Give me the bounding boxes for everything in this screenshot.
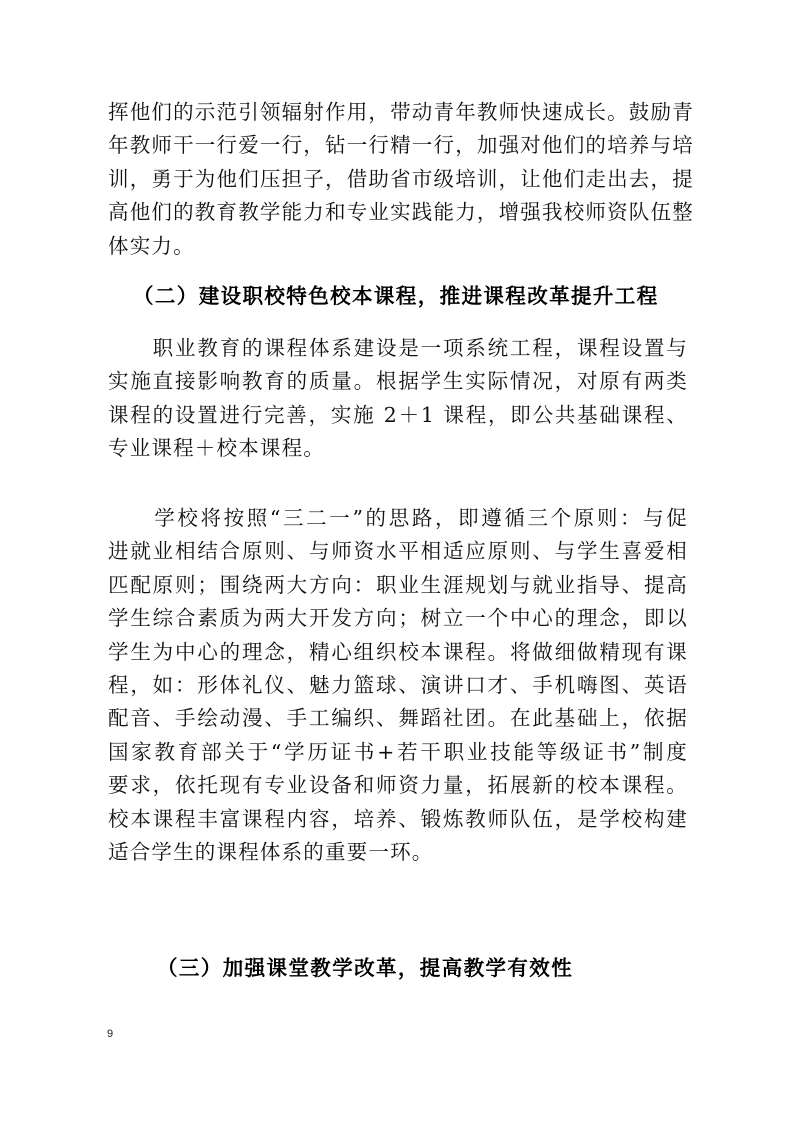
paragraph-school-plan bbox=[108, 502, 688, 869]
text-line: 年教师干一行爱一行，钻一行精一行，加强对他们的培养与培 bbox=[108, 133, 694, 158]
text-line: 实施直接影响教育的质量。根据学生实际情况，对原有两类 bbox=[108, 369, 688, 394]
text-line: 学生为中心的理念，精心组织校本课程。将做细做精现有课 bbox=[108, 639, 688, 664]
text-line: 训，勇于为他们压担子，借助省市级培训，让他们走出去，提 bbox=[108, 166, 694, 191]
text-line: 高他们的教育教学能力和专业实践能力，增强我校师资队伍整 bbox=[108, 200, 694, 225]
text-line: 课程的设置进行完善，实施 2＋1 课程，即公共基础课程、 bbox=[108, 402, 688, 427]
text-line: 匹配原则；围绕两大方向：职业生涯规划与就业指导、提高 bbox=[108, 572, 688, 597]
section-heading-3: （三）加强课堂教学改革，提高教学有效性 bbox=[157, 956, 574, 980]
text-line: 配音、手绘动漫、手工编织、舞蹈社团。在此基础上，依据 bbox=[108, 706, 688, 731]
text-line: 要求，依托现有专业设备和师资力量，拓展新的校本课程。 bbox=[108, 773, 688, 798]
text-line: 职业教育的课程体系建设是一项系统工程，课程设置与 bbox=[108, 336, 688, 360]
text-line: 挥他们的示范引领辐射作用，带动青年教师快速成长。鼓励青 bbox=[108, 100, 694, 124]
page-number: 9 bbox=[107, 1028, 114, 1040]
text-line: 学校将按照“三二一”的思路，即遵循三个原则：与促 bbox=[108, 506, 688, 530]
text-line: 进就业相结合原则、与师资水平相适应原则、与学生喜爱相 bbox=[108, 539, 688, 564]
text-line: 国家教育部关于“学历证书+若干职业技能等级证书”制度 bbox=[108, 739, 688, 764]
text-line: 专业课程＋校本课程。 bbox=[108, 436, 325, 461]
paragraph-curriculum-system bbox=[108, 332, 688, 466]
text-line: 学生综合素质为两大开发方向；树立一个中心的理念，即以 bbox=[108, 606, 688, 631]
text-line: 体实力。 bbox=[108, 233, 195, 258]
section-heading-2: （二）建设职校特色校本课程，推进课程改革提升工程 bbox=[133, 284, 659, 308]
text-line: 程，如：形体礼仪、魅力篮球、演讲口才、手机嗨图、英语 bbox=[108, 673, 688, 698]
text-line: 适合学生的课程体系的重要一环。 bbox=[108, 840, 434, 865]
text-line: 校本课程丰富课程内容，培养、锻炼教师队伍，是学校构建 bbox=[108, 806, 688, 831]
paragraph-teacher-training bbox=[108, 96, 694, 263]
